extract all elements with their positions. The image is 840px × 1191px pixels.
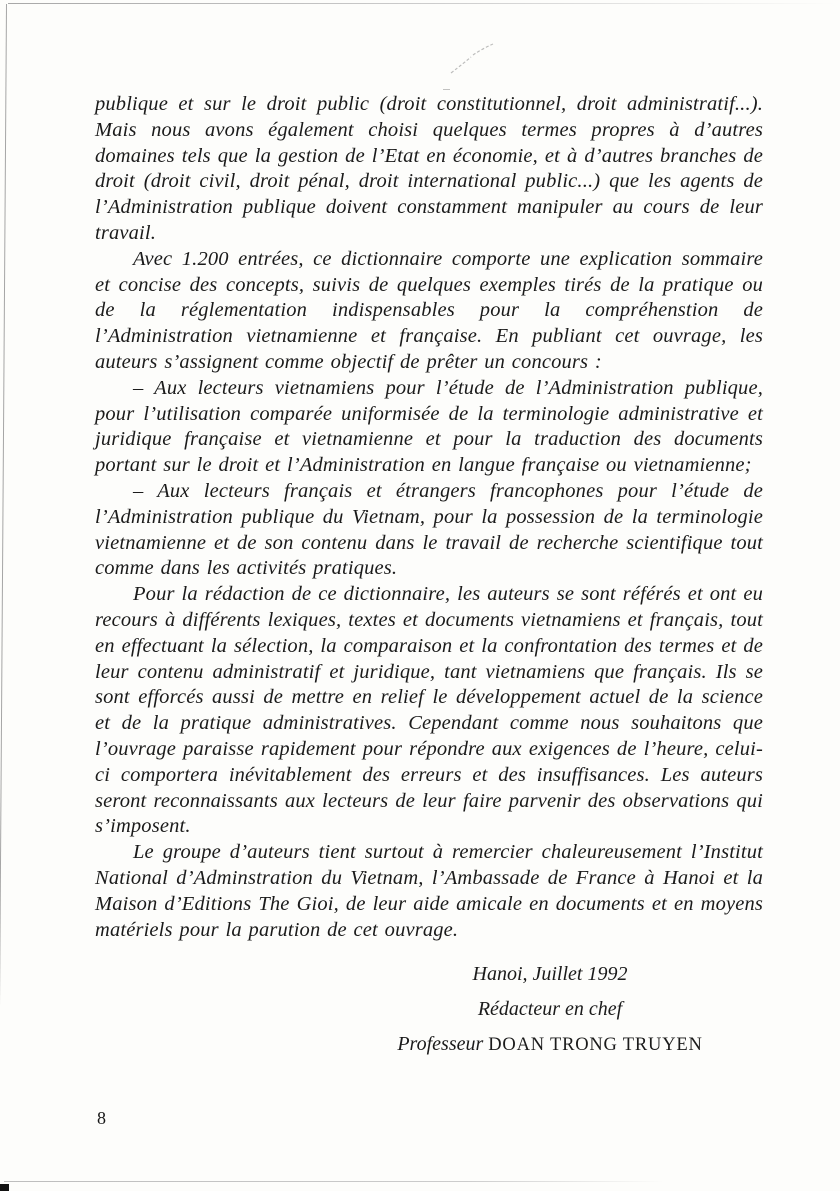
scan-edge-bottom [4,1181,664,1182]
scan-speck [443,86,450,90]
signature-place-date: Hanoi, Juillet 1992 [472,963,628,985]
scan-scribble-artifact [448,42,496,76]
signature-author [320,1032,780,1058]
scan-corner-mark [0,1184,9,1191]
signature-author-title: Professeur [397,1033,484,1055]
signature-author-name: DOAN TRONG TRUYEN [488,1035,703,1055]
signature-role: Rédacteur en chef [477,998,623,1020]
page-number: 8 [97,1108,106,1128]
paragraph-acknowledgements: Le groupe d’auteurs tient surtout à remercier chaleureusement l’Institut National d’Adminstration du Vietnam, l’Ambassade de France à Hanoi et la Maison d’Editions The Gioi, de leur aide amicale en documents et en moyens matériels pour la parution de cet ouvrage. [95,841,763,941]
paragraph-bullet-vietnamese-readers: – Aux lecteurs vietnamiens pour l’étude de l’Administration publique, pour l’utilisation comparée uniformisée de la terminologie administrative et juridique française et vietnamienne et pour la traduction des documents portant sur le droit et l’Administration en langue française ou vietnamienne; [95,376,763,477]
paragraph-intro-dictionary: Avec 1.200 entrées, ce dictionnaire comporte une explication sommaire et concise des concepts, suivis de quelques exemples tirés de la pratique ou de la réglementation indispensables pour la compréhenstion de l’Administration vietnamienne et française. En publiant cet ouvrage, les auteurs s’assignent comme objectif de prêter un concours : [95,247,763,373]
page-text-block [95,92,763,943]
paragraph-bullet-french-readers: – Aux lecteurs français et étrangers francophones pour l’étude de l’Administration publique du Vietnam, pour la possession de la terminologie vietnamienne et de son contenu dans le travail de recherche scientifique tout comme dans les activités pratiques. [95,479,763,580]
paragraph-redaction-method: Pour la rédaction de ce dictionnaire, les auteurs se sont référés et ont eu recours à différents lexiques, textes et documents vietnamiens et français, tout en effectuant la sélection, la comparaison et la confrontation des termes et de leur contenu administratif et juridique, tant vietnamiens que français. Ils se sont efforcés aussi de mettre en relief le développement actuel de la science et de la pratique administratives. Cependant comme nous souhaitons que l’ouvrage paraisse rapidement pour répondre aux exigences de l’heure, celui-ci comportera inévitablement des erreurs et des insuffisances. Les auteurs seront reconnaissants aux lecteurs de leur faire parvenir des observations qui s’imposent. [95,583,763,838]
scan-edge-left [0,4,7,1182]
scan-edge-top [8,3,836,4]
signature-block [320,962,780,1068]
paragraph-continuation: publique et sur le droit public (droit constitutionnel, droit administratif...). Mais nous avons également choisi quelques termes propres à d’autres domaines tels que la gestion de l’Etat en économie, et à d’autres branches de droit (droit civil, droit pénal, droit international public...) que les agents de l’Administration publique doivent constamment manipuler au cours de leur travail. [95,93,763,244]
